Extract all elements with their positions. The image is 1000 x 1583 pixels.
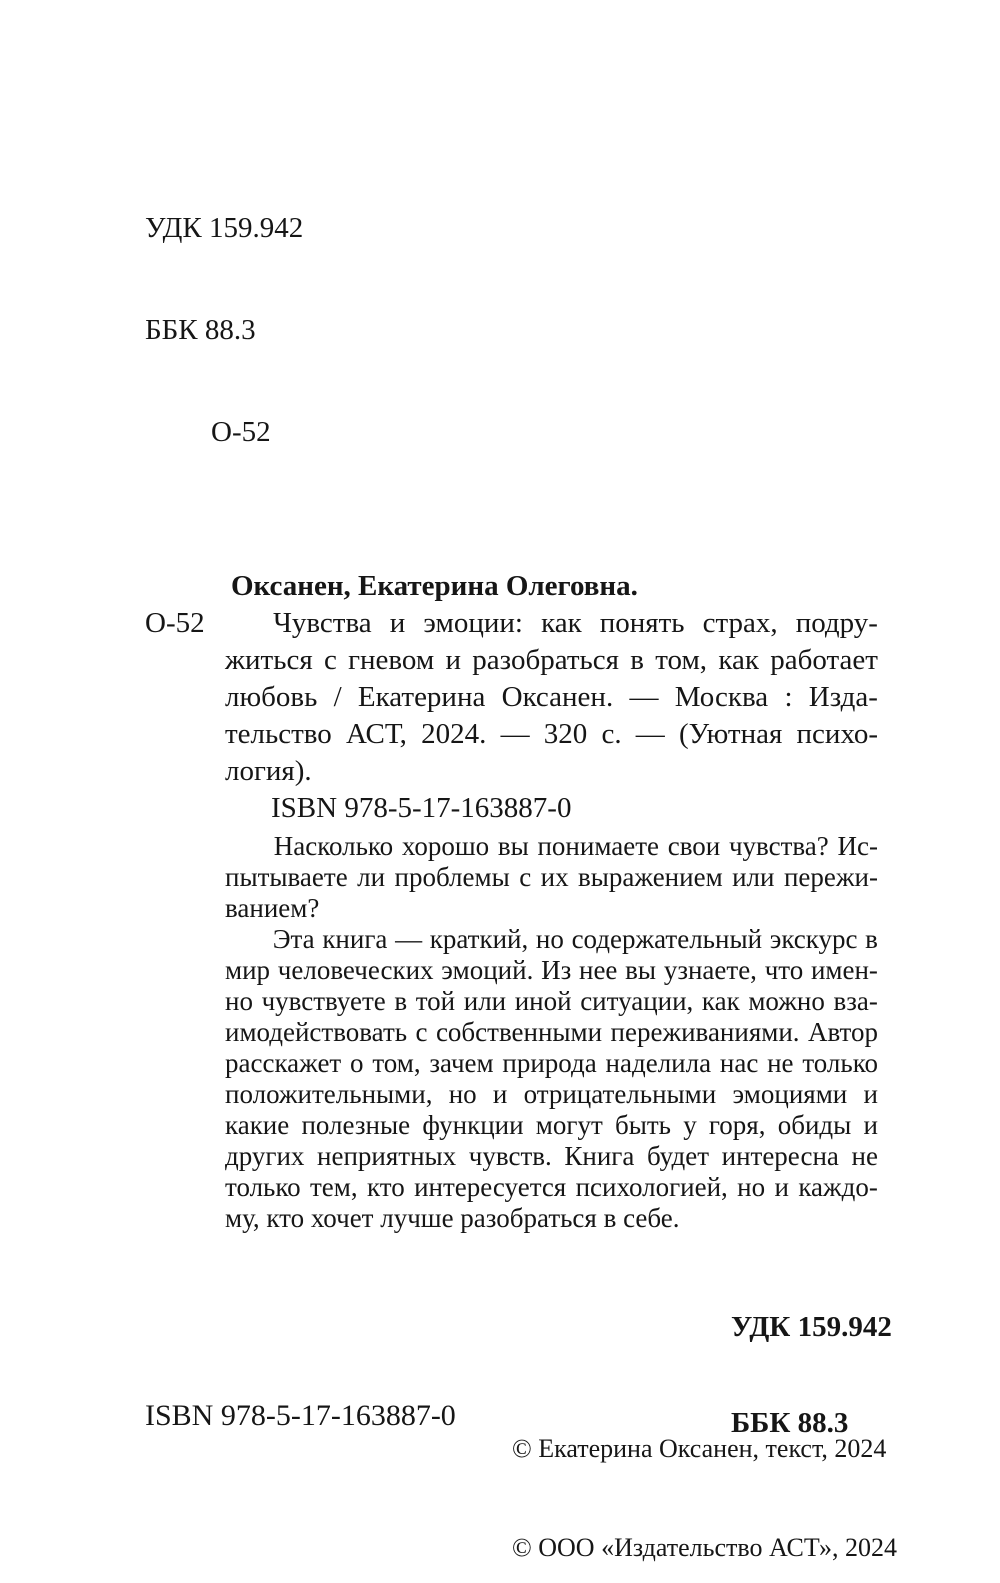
annotation-paragraph-2: Эта книга — краткий, но содержательный экскурс в мир человеческих эмоций. Из нее вы узнаете, что имен- но чувствуете в той или иной ситуации, как можно вза- имодействовать с собственными переживаниями. Автор расскажет о том, зачем природа наделила нас не только положительными, но и отрицательными эмоциями и какие полезные функции могут быть у горя, обиды и других неприятных чувств. Книга будет интересна не только тем, кто интересуется психологией, но и каждо- му, кто хочет лучше разобраться в себе.: [225, 924, 878, 1233]
author-sign-top: О-52: [211, 416, 271, 448]
classification-top-block: [145, 143, 303, 517]
udk-code-bottom: УДК 159.942: [731, 1311, 892, 1343]
record-description: Чувства и эмоции: как понять страх, подру- житься с гневом и разобраться в том, как работает любовь / Екатерина Оксанен. — Москва : Изда- тельство АСТ, 2024. — 320 с. — (Уютная психо- логия).: [225, 607, 878, 787]
record-isbn: ISBN 978-5-17-163887-0: [271, 792, 572, 824]
bbk-code-bottom: ББК 88.3: [731, 1407, 849, 1439]
footer-isbn: ISBN 978-5-17-163887-0: [145, 1399, 456, 1432]
annotation-block: [225, 831, 878, 1234]
author-sign-margin: О-52: [145, 607, 205, 639]
copyright-author-line: © Екатерина Оксанен, текст, 2024: [512, 1434, 887, 1463]
bbk-code-top: ББК 88.3: [145, 314, 256, 346]
bibliographic-record: [145, 568, 878, 827]
udk-code-top: УДК 159.942: [145, 212, 304, 244]
record-author-heading: Оксанен, Екатерина Олеговна.: [231, 570, 638, 602]
copyright-publisher-line: © ООО «Издательство АСТ», 2024: [512, 1533, 898, 1562]
copyright-block: [512, 1366, 897, 1583]
annotation-paragraph-1: Насколько хорошо вы понимаете свои чувства? Ис- пытываете ли проблемы с их выражением или пережи- ванием?: [225, 831, 878, 923]
